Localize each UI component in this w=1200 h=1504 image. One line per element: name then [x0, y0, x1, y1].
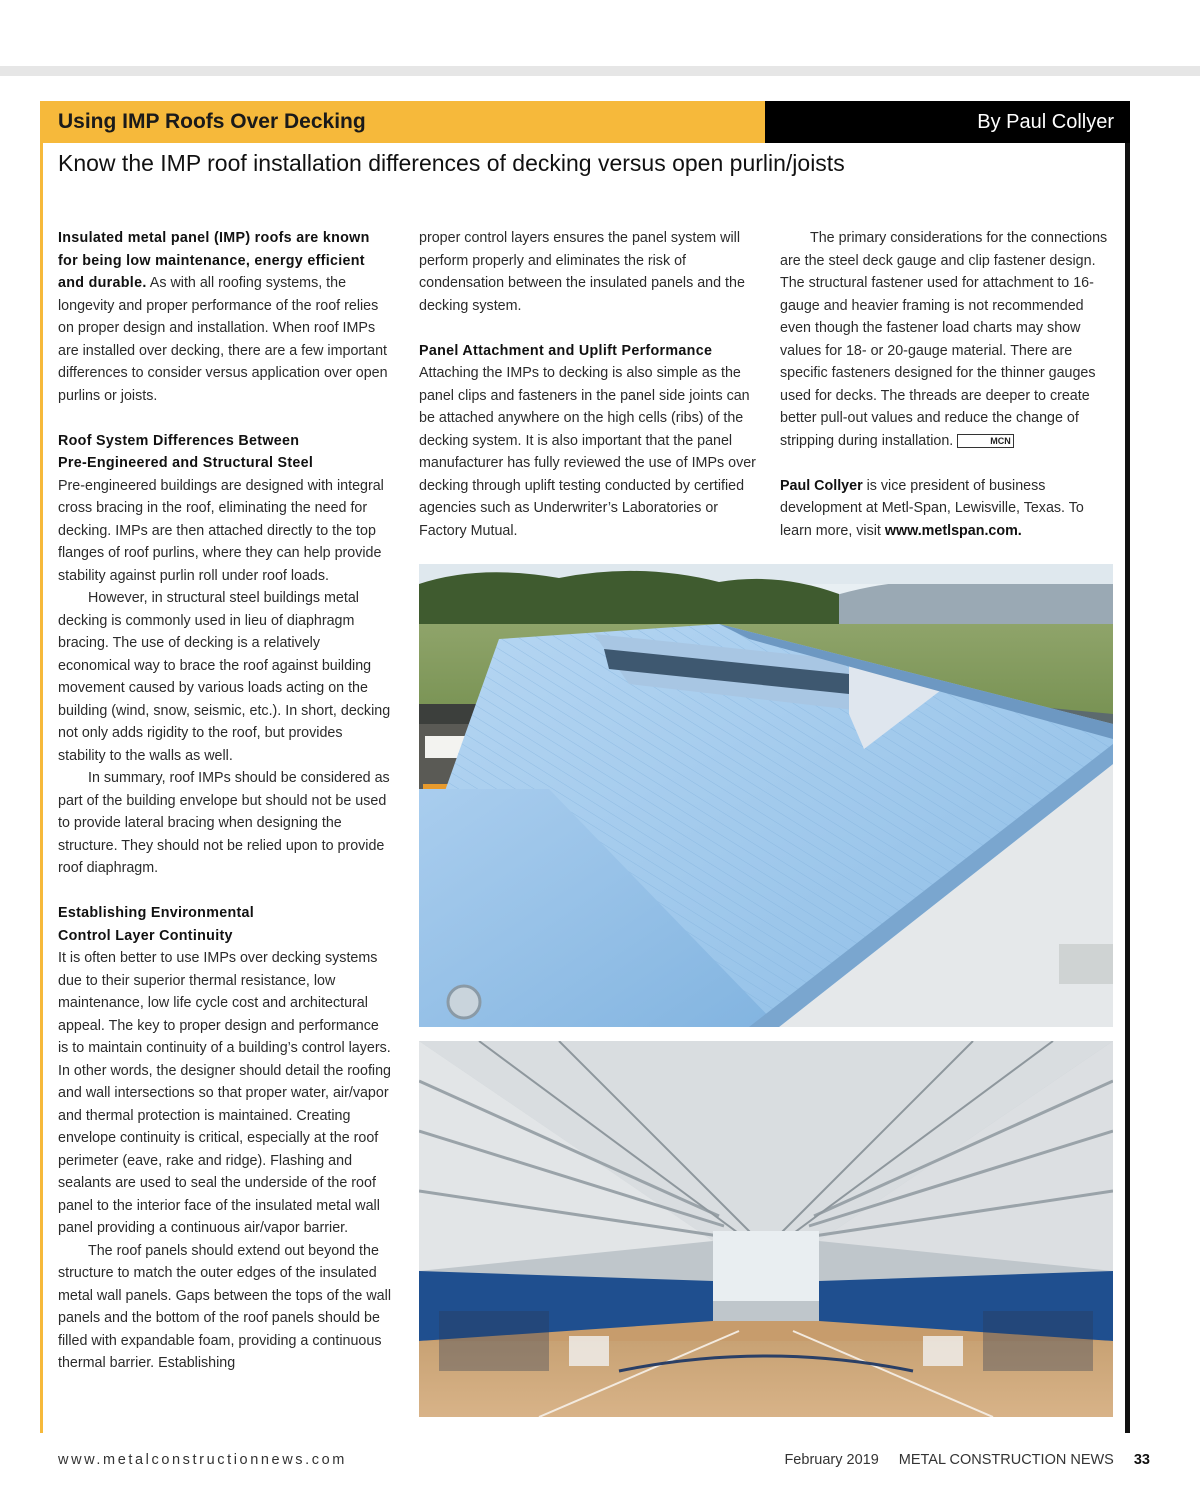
paragraph-continuity: It is often better to use IMPs over decking systems due to their superior thermal resistance, low maintenance, low life cycle cost and architectural appeal. The key to proper design and performance is to maintain continuity of a building’s control layers. In other words, the designer should detail the roofing and wall intersections so that proper water, air/vapor and thermal protection is maintained. Creating envelope continuity is critical, especially at the roof perimeter (eave, rake and ridge). Flashing and sealants are used to seal the underside of the roof panel to the interior face of the insulated metal wall panel providing a continuous air/vapor barrier. [58, 950, 392, 1236]
paragraph-control-layers: proper control layers ensures the panel system will perform properly and eliminates the risk of condensation between the insulated panels and the decking system. [419, 230, 745, 314]
mcn-end-mark: MCN [957, 434, 1014, 448]
text-column-1 [58, 227, 393, 1375]
article-title: Using IMP Roofs Over Decking [40, 101, 765, 143]
paragraph-considerations [780, 227, 1115, 452]
text-column-3 [780, 227, 1115, 542]
article-banner [40, 101, 1130, 143]
top-gray-bar [0, 66, 1200, 76]
aerial-roof-illustration [419, 564, 1113, 1027]
gym-interior-illustration [419, 1041, 1113, 1417]
photo-aerial-roof [419, 564, 1113, 1027]
paragraph-roof-panels-extend: The roof panels should extend out beyond the structure to match the outer edges of the insulated metal wall panels. Gaps between the tops of the wall panels and the bottom of the roof panels should be filled with expandable foam, providing a continuous thermal barrier. Establishing [58, 1242, 391, 1371]
section-heading-roof-differences-2: Pre-Engineered and Structural Steel [58, 455, 314, 471]
section-heading-environmental-2: Control Layer Continuity [58, 927, 233, 944]
intro-text: As with all roofing systems, the longevity and proper performance of the roof relies on proper design and installation. When roof IMPs are installed over decking, there are a few important differences to consider versus application over open purlins or joists. [58, 275, 388, 404]
considerations-text: The primary considerations for the connections are the steel deck gauge and clip fastener design. The structural fastener used for attachment to 16-gauge and heavier framing is not recommended even though the fastener load charts may show values for 18- or 20-gauge material. There are specific fasteners designed for the thinner gauges used for decks. The threads are deeper to create better pull-out values and reduce the change of stripping during installation. [780, 230, 1108, 449]
paragraph-summary: In summary, roof IMPs should be considered as part of the building envelope but should not be used to provide lateral bracing when designing the structure. They should not be relied upon to provide roof diaphragm. [58, 770, 390, 876]
footer-website[interactable]: www.metalconstructionnews.com [58, 1452, 347, 1468]
footer-date: February 2019 [784, 1452, 879, 1468]
article-subtitle: Know the IMP roof installation differences of decking versus open purlin/joists [58, 150, 845, 176]
paragraph-attachment: Attaching the IMPs to decking is also simple as the panel clips and fasteners in the panel side joints can be attached anywhere on the high cells (ribs) of the decking system. It is also important that the panel manufacturer has fully reviewed the use of IMPs over decking through uplift testing conducted by certified agencies such as Underwriter’s Laboratories or Factory Mutual. [419, 365, 756, 539]
paragraph-pre-engineered: Pre-engineered buildings are designed with integral cross bracing in the roof, eliminating the need for decking. IMPs are then attached directly to the top flanges of roof purlins, where they can help provide stability against purlin roll under roof loads. [58, 477, 384, 584]
frame-left-rule [40, 101, 43, 1433]
frame-right-rule [1125, 101, 1130, 1433]
section-heading-panel-attachment: Panel Attachment and Uplift Performance [419, 342, 713, 359]
footer-right [784, 1452, 1150, 1468]
footer-publication: METAL CONSTRUCTION NEWS [898, 1452, 1114, 1468]
text-column-2 [419, 227, 759, 542]
section-heading-environmental-1: Establishing Environmental [58, 905, 255, 921]
intro-paragraph [58, 227, 393, 407]
page-number: 33 [1133, 1452, 1150, 1468]
author-bio [780, 475, 1115, 543]
author-bio-name: Paul Collyer [780, 477, 863, 494]
section-heading-roof-differences-1: Roof System Differences Between [58, 432, 300, 449]
photo-gym-interior [419, 1041, 1113, 1417]
article-byline: By Paul Collyer [765, 101, 1130, 143]
author-bio-url[interactable]: www.metlspan.com. [884, 522, 1022, 539]
author-bio-text: is vice president of business development at Metl-Span, Lewisville, Texas. To learn more, visit [780, 477, 1084, 539]
paragraph-structural-steel: However, in structural steel buildings metal decking is commonly used in lieu of diaphragm bracing. The use of decking is a relatively economical way to brace the roof against building movement caused by various loads acting on the building (wind, snow, seismic, etc.). In short, decking not only adds rigidity to the roof, but provides stability to the walls as well. [58, 590, 391, 764]
intro-bold-lead: Insulated metal panel (IMP) roofs are known for being low maintenance, energy efficient and durable. [58, 230, 370, 291]
